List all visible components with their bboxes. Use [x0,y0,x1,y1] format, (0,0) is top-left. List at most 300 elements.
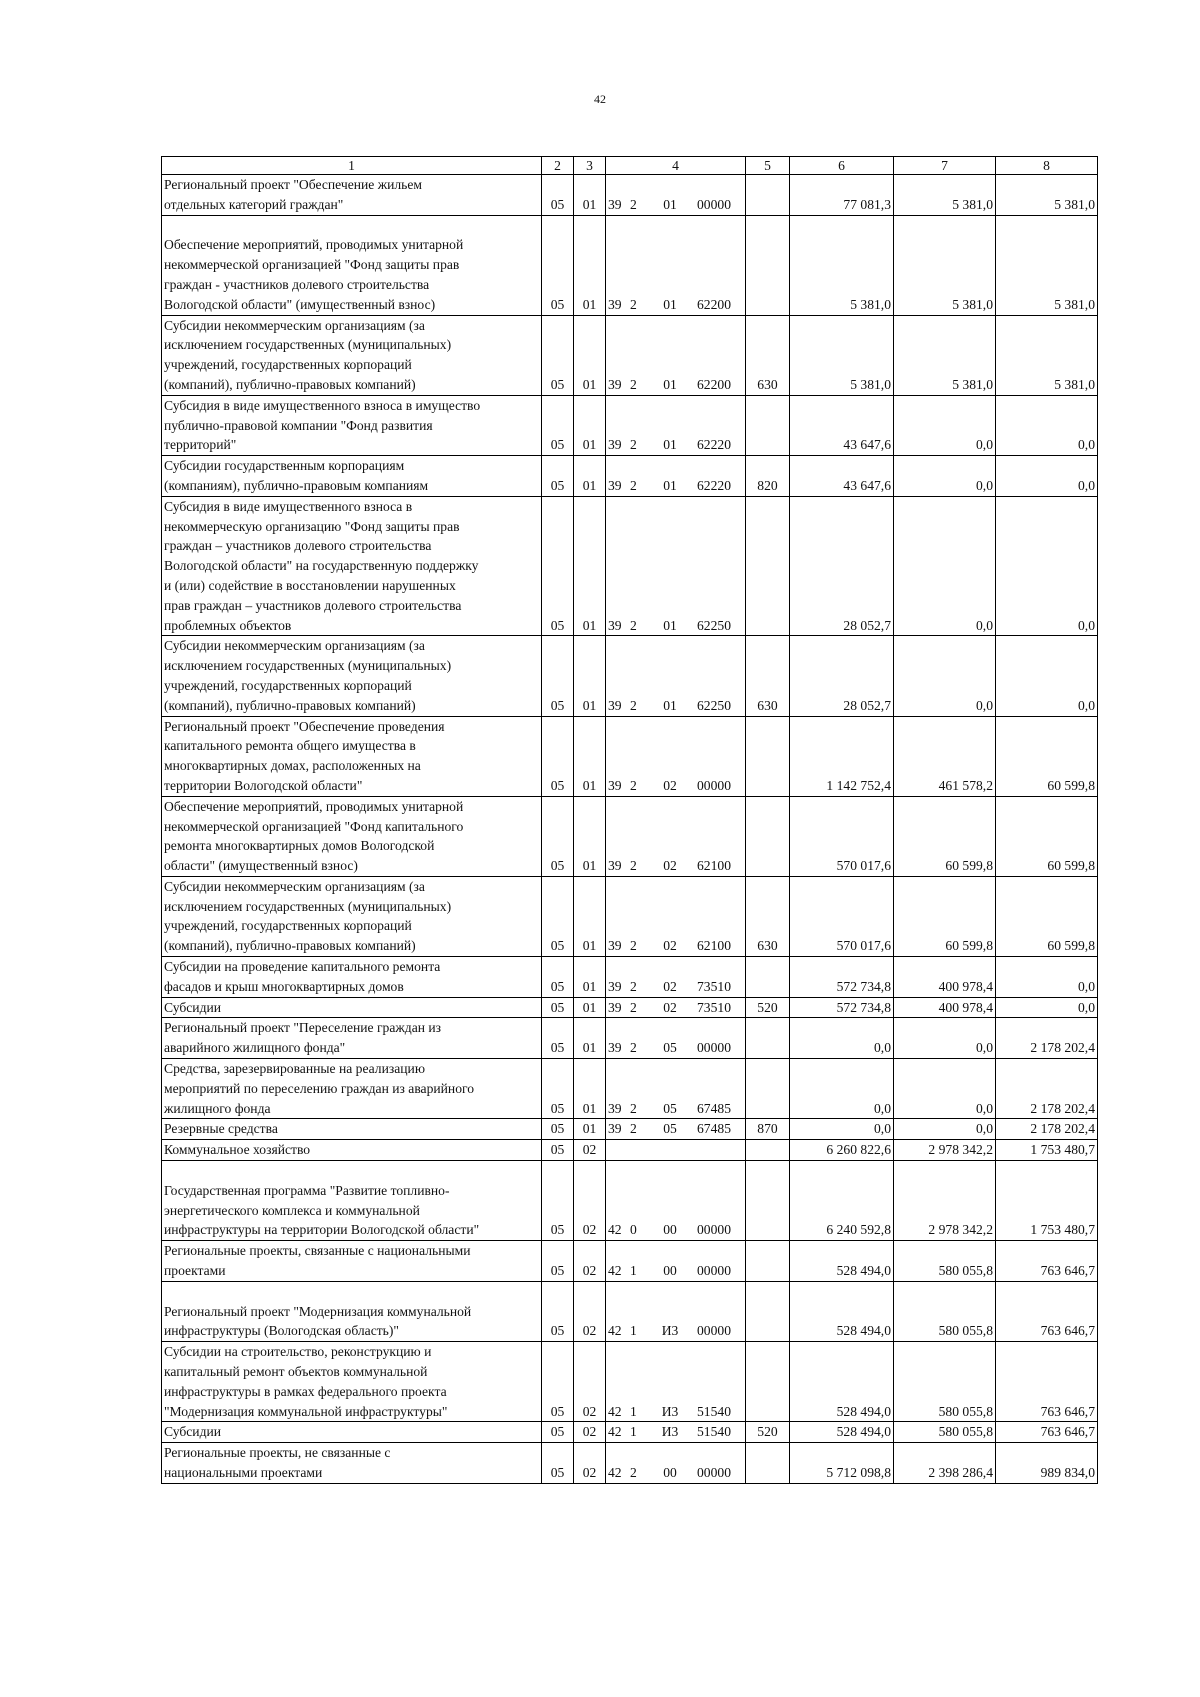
target-article-part: 00000 [697,1465,731,1480]
row-name-line: граждан - участников долевого строительства [164,276,430,292]
target-article-part: И3 [661,1424,679,1440]
amount-col-7: 5 381,0 [894,215,996,315]
target-article-part: 62220 [697,437,731,453]
target-article-part: 39 [608,296,622,312]
row-name [162,636,542,716]
target-article-part: 00000 [697,777,731,793]
table-row [162,1018,1098,1059]
table-row [162,395,1098,455]
target-article-part: 2 [630,1465,637,1480]
section-code: 05 [542,716,574,796]
amount-col-6: 5 381,0 [790,315,894,395]
amount-col-7: 580 055,8 [894,1422,996,1443]
row-name-line: Региональные проекты, не связанные с [164,1445,391,1461]
row-name-line: (компаний), публично-правовых компаний) [164,376,416,392]
target-article-part: 01 [663,437,677,453]
section-code: 05 [542,1161,574,1241]
subsection-code: 01 [574,315,606,395]
row-name [162,957,542,998]
target-article-part: 42 [608,1465,622,1480]
row-name-line: Субсидии на проведение капитального ремонта [164,959,441,975]
row-name-line: Обеспечение мероприятий, проводимых унитарной [164,798,464,814]
row-name-line: Субсидия в виде имущественного взноса в имущество [164,397,481,413]
amount-col-8: 2 178 202,4 [996,1119,1098,1140]
expense-type-code: 820 [746,456,790,497]
target-article-part: 2 [630,978,637,994]
expense-type-code [746,1342,790,1422]
table-header-row [162,157,1098,175]
subsection-code: 01 [574,1018,606,1059]
amount-col-7: 400 978,4 [894,997,996,1018]
row-name-line: Коммунальное хозяйство [164,1142,311,1158]
target-article-part: 2 [630,1040,637,1056]
expense-type-code [746,957,790,998]
target-article-part: 42 [608,1424,622,1440]
amount-col-8: 0,0 [996,456,1098,497]
amount-col-8: 763 646,7 [996,1342,1098,1422]
row-name-line: Субсидии на строительство, реконструкцию и [164,1344,432,1360]
table-row [162,1443,1098,1484]
row-name-line: учреждений, государственных корпораций [164,677,412,693]
table-row [162,1161,1098,1241]
table-row [162,1342,1098,1422]
expense-type-code [746,215,790,315]
amount-col-8: 5 381,0 [996,175,1098,216]
row-name [162,876,542,956]
row-name-line: некоммерческой организацией "Фонд защиты прав [164,257,460,273]
target-article-code [606,315,746,395]
expense-type-code [746,1443,790,1484]
column-header: 4 [606,157,746,175]
row-name [162,997,542,1018]
subsection-code: 02 [574,1281,606,1341]
row-name-line: Субсидии [164,999,222,1015]
subsection-code: 01 [574,1059,606,1119]
amount-col-6: 28 052,7 [790,496,894,636]
table-row [162,315,1098,395]
row-name [162,716,542,796]
amount-col-6: 528 494,0 [790,1241,894,1282]
expense-type-code [746,1281,790,1341]
expense-type-code [746,1140,790,1161]
row-name-line: территории Вологодской области" [164,777,363,793]
target-article-part: 39 [608,376,622,392]
row-name-line: некоммерческой организацией "Фонд капитального [164,818,464,834]
row-name-line: исключением государственных (муниципальных) [164,658,452,674]
amount-col-8: 60 599,8 [996,716,1098,796]
column-header: 2 [542,157,574,175]
row-name-line: капитальный ремонт объектов коммунальной [164,1364,428,1380]
target-article-code [606,1059,746,1119]
amount-col-6: 528 494,0 [790,1422,894,1443]
row-name [162,1443,542,1484]
target-article-part: 00000 [697,1323,731,1339]
subsection-code: 02 [574,1241,606,1282]
section-code: 05 [542,1443,574,1484]
target-article-part: 2 [630,376,637,392]
subsection-code: 02 [574,1422,606,1443]
row-name-line: Вологодской области" (имущественный взнос) [164,296,436,312]
row-name [162,1281,542,1341]
row-name-line: фасадов и крыш многоквартирных домов [164,978,404,994]
row-spacer [164,1161,539,1181]
amount-col-7: 0,0 [894,1018,996,1059]
amount-col-8: 763 646,7 [996,1422,1098,1443]
target-article-part: 00 [663,1222,677,1238]
amount-col-6: 572 734,8 [790,997,894,1018]
row-name-line: капитального ремонта общего имущества в [164,738,416,754]
section-code: 05 [542,215,574,315]
expense-type-code [746,796,790,876]
table-row [162,997,1098,1018]
target-article-part: 39 [608,1100,622,1116]
table-row [162,1241,1098,1282]
amount-col-6: 43 647,6 [790,456,894,497]
row-name-line: учреждений, государственных корпораций [164,357,412,373]
row-name-line: Обеспечение мероприятий, проводимых унитарной [164,237,464,253]
row-name-line: исключением государственных (муниципальных) [164,337,452,353]
row-name [162,1422,542,1443]
row-name-line: Вологодской области" на государственную поддержку [164,558,479,574]
target-article-part: 05 [663,1040,677,1056]
target-article-part: 2 [630,697,637,713]
target-article-part: 62220 [697,477,731,493]
subsection-code: 01 [574,796,606,876]
row-name-line: отдельных категорий граждан" [164,196,344,212]
section-code: 05 [542,395,574,455]
target-article-part: 39 [608,999,622,1015]
amount-col-7: 5 381,0 [894,175,996,216]
target-article-part: 39 [608,777,622,793]
row-name-line: территорий" [164,437,237,453]
row-name-line: Региональные проекты, связанные с национальными [164,1243,471,1259]
target-article-part: 1 [630,1263,637,1279]
target-article-part: 01 [663,617,677,633]
amount-col-7: 580 055,8 [894,1342,996,1422]
target-article-code [606,1342,746,1422]
row-name-line: Региональный проект "Модернизация коммунальной [164,1303,472,1319]
target-article-part: 00000 [697,196,731,212]
target-article-part: 02 [663,978,677,994]
target-article-part: 39 [608,938,622,954]
row-name-line: инфраструктуры (Вологодская область)" [164,1323,399,1339]
expense-type-code [746,1059,790,1119]
section-code: 05 [542,1140,574,1161]
target-article-part: 2 [630,938,637,954]
target-article-part: 02 [663,938,677,954]
target-article-code [606,796,746,876]
target-article-part: 01 [663,697,677,713]
row-name-line: Государственная программа "Развитие топливно- [164,1182,450,1198]
target-article-part: 39 [608,978,622,994]
expense-type-code [746,1241,790,1282]
row-name-line: исключением государственных (муниципальных) [164,898,452,914]
section-code: 05 [542,496,574,636]
amount-col-8: 2 178 202,4 [996,1018,1098,1059]
amount-col-8: 1 753 480,7 [996,1161,1098,1241]
target-article-part: 2 [630,1121,637,1137]
target-article-part: 73510 [697,999,731,1015]
row-name-line: Региональный проект "Обеспечение жильем [164,177,423,192]
table-row [162,215,1098,315]
target-article-code [606,175,746,216]
row-name-line: (компаний), публично-правовых компаний) [164,938,416,954]
section-code: 05 [542,636,574,716]
subsection-code: 01 [574,456,606,497]
expense-type-code [746,175,790,216]
target-article-part: 2 [630,477,637,493]
row-name-line: проблемных объектов [164,617,292,633]
subsection-code: 01 [574,395,606,455]
row-name-line: "Модернизация коммунальной инфраструктуры" [164,1403,448,1419]
expense-type-code [746,716,790,796]
subsection-code: 02 [574,1161,606,1241]
target-article-code [606,1443,746,1484]
target-article-part: 2 [630,617,637,633]
row-name-line: энергетического комплекса и коммунальной [164,1202,420,1218]
section-code: 05 [542,1018,574,1059]
table-row [162,1059,1098,1119]
amount-col-6: 0,0 [790,1059,894,1119]
target-article-part: 2 [630,858,637,874]
page-number: 42 [594,92,606,106]
amount-col-6: 28 052,7 [790,636,894,716]
table-body [162,157,1098,1484]
amount-col-6: 572 734,8 [790,957,894,998]
amount-col-8: 0,0 [996,997,1098,1018]
amount-col-6: 1 142 752,4 [790,716,894,796]
table-row [162,1140,1098,1161]
row-name-line: (компаний), публично-правовых компаний) [164,697,416,713]
subsection-code: 01 [574,876,606,956]
section-code: 05 [542,957,574,998]
amount-col-7: 5 381,0 [894,315,996,395]
amount-col-6: 570 017,6 [790,876,894,956]
amount-col-7: 0,0 [894,496,996,636]
target-article-part: 05 [663,1121,677,1137]
subsection-code: 01 [574,175,606,216]
column-header: 5 [746,157,790,175]
amount-col-7: 461 578,2 [894,716,996,796]
amount-col-6: 0,0 [790,1119,894,1140]
amount-col-8: 5 381,0 [996,215,1098,315]
row-name-line: мероприятий по переселению граждан из аварийного [164,1080,475,1096]
target-article-part: 1 [630,1403,637,1419]
amount-col-7: 0,0 [894,456,996,497]
target-article-part: И3 [661,1403,679,1419]
table-row [162,456,1098,497]
target-article-part: 39 [608,617,622,633]
target-article-part: 2 [630,999,637,1015]
target-article-part: 00000 [697,1222,731,1238]
amount-col-8: 1 753 480,7 [996,1140,1098,1161]
subsection-code: 02 [574,1140,606,1161]
row-name-line: публично-правовой компании "Фонд развития [164,417,433,433]
target-article-part: 62250 [697,617,731,633]
row-name-line: ремонта многоквартирных домов Вологодской [164,838,435,854]
subsection-code: 01 [574,1119,606,1140]
target-article-part: 51540 [697,1403,731,1419]
target-article-part: 67485 [697,1100,731,1116]
target-article-code [606,876,746,956]
target-article-code [606,1281,746,1341]
target-article-part: 2 [630,437,637,453]
amount-col-7: 0,0 [894,1059,996,1119]
table-row [162,716,1098,796]
expense-type-code [746,496,790,636]
target-article-part: 62100 [697,938,731,954]
target-article-code [606,1161,746,1241]
target-article-code [606,1422,746,1443]
table-row [162,1281,1098,1341]
row-name [162,1241,542,1282]
amount-col-8: 60 599,8 [996,876,1098,956]
target-article-code [606,997,746,1018]
row-name-line: Субсидии некоммерческим организациям (за [164,317,425,333]
row-name-line: проектами [164,1263,226,1279]
target-article-code [606,716,746,796]
section-code: 05 [542,315,574,395]
target-article-part: 01 [663,376,677,392]
target-article-part: 39 [608,437,622,453]
target-article-part: 01 [663,477,677,493]
expense-type-code: 520 [746,997,790,1018]
expense-type-code: 870 [746,1119,790,1140]
target-article-part: 01 [663,196,677,212]
subsection-code: 02 [574,1443,606,1484]
target-article-code [606,1140,746,1161]
target-article-part: 00000 [697,1263,731,1279]
section-code: 05 [542,1241,574,1282]
target-article-part: 39 [608,1121,622,1137]
target-article-code [606,1241,746,1282]
subsection-code: 02 [574,1342,606,1422]
row-name-line: учреждений, государственных корпораций [164,918,412,934]
amount-col-8: 0,0 [996,636,1098,716]
target-article-part: 00 [663,1263,677,1279]
expense-type-code: 520 [746,1422,790,1443]
column-header: 3 [574,157,606,175]
row-name [162,1119,542,1140]
column-header: 8 [996,157,1098,175]
amount-col-6: 0,0 [790,1018,894,1059]
table-row [162,1119,1098,1140]
target-article-code [606,395,746,455]
row-name-line: Резервные средства [164,1121,278,1137]
target-article-part: 2 [630,1100,637,1116]
amount-col-7: 2 978 342,2 [894,1140,996,1161]
section-code: 05 [542,1422,574,1443]
expense-type-code [746,1161,790,1241]
section-code: 05 [542,796,574,876]
row-name-line: и (или) содействие в восстановлении нарушенных [164,577,456,593]
row-name-line: Субсидии государственным корпорациям [164,458,405,474]
subsection-code: 01 [574,716,606,796]
row-name-line: аварийного жилищного фонда" [164,1040,346,1056]
row-name [162,315,542,395]
target-article-part: 2 [630,296,637,312]
row-name-line: Региональный проект "Обеспечение проведения [164,718,445,734]
target-article-part: 1 [630,1424,637,1440]
amount-col-7: 400 978,4 [894,957,996,998]
expense-type-code [746,395,790,455]
target-article-part: 1 [630,1323,637,1339]
expense-type-code [746,1018,790,1059]
subsection-code: 01 [574,997,606,1018]
amount-col-8: 0,0 [996,496,1098,636]
target-article-part: 42 [608,1323,622,1339]
expense-type-code: 630 [746,636,790,716]
row-name-line: прав граждан – участников долевого строительства [164,597,462,613]
row-spacer [164,1282,539,1302]
row-name-line: инфраструктуры на территории Вологодской области" [164,1222,480,1238]
target-article-part: 62100 [697,858,731,874]
amount-col-8: 763 646,7 [996,1281,1098,1341]
row-name [162,1140,542,1161]
amount-col-6: 5 712 098,8 [790,1443,894,1484]
row-name [162,175,542,216]
table-row [162,636,1098,716]
amount-col-8: 0,0 [996,395,1098,455]
amount-col-6: 6 240 592,8 [790,1161,894,1241]
amount-col-8: 989 834,0 [996,1443,1098,1484]
section-code: 05 [542,175,574,216]
target-article-code [606,496,746,636]
target-article-part: 39 [608,477,622,493]
row-name [162,395,542,455]
target-article-part: 00000 [697,1040,731,1056]
target-article-part: 02 [663,999,677,1015]
row-name [162,796,542,876]
amount-col-8: 0,0 [996,957,1098,998]
target-article-part: 05 [663,1100,677,1116]
target-article-part: 0 [630,1222,637,1238]
table-row [162,175,1098,216]
target-article-part: 2 [630,777,637,793]
row-name [162,1342,542,1422]
target-article-code [606,456,746,497]
amount-col-7: 0,0 [894,1119,996,1140]
row-spacer [164,216,539,236]
target-article-part: 2 [630,196,637,212]
row-name-line: многоквартирных домах, расположенных на [164,758,421,774]
row-name [162,1161,542,1241]
row-name [162,456,542,497]
target-article-part: 42 [608,1403,622,1419]
target-article-part: 02 [663,777,677,793]
table-row [162,796,1098,876]
column-header: 6 [790,157,894,175]
target-article-part: 42 [608,1263,622,1279]
section-code: 05 [542,876,574,956]
table-row [162,957,1098,998]
amount-col-8: 60 599,8 [996,796,1098,876]
expense-type-code: 630 [746,876,790,956]
row-name-line: инфраструктуры в рамках федерального проекта [164,1383,447,1399]
amount-col-8: 5 381,0 [996,315,1098,395]
amount-col-8: 763 646,7 [996,1241,1098,1282]
subsection-code: 01 [574,215,606,315]
amount-col-7: 0,0 [894,636,996,716]
target-article-part: 73510 [697,978,731,994]
column-header: 7 [894,157,996,175]
subsection-code: 01 [574,636,606,716]
row-name-line: граждан – участников долевого строительства [164,538,432,554]
target-article-code [606,215,746,315]
target-article-part: 39 [608,1040,622,1056]
amount-col-8: 2 178 202,4 [996,1059,1098,1119]
row-name-line: Субсидии некоммерческим организациям (за [164,638,425,654]
